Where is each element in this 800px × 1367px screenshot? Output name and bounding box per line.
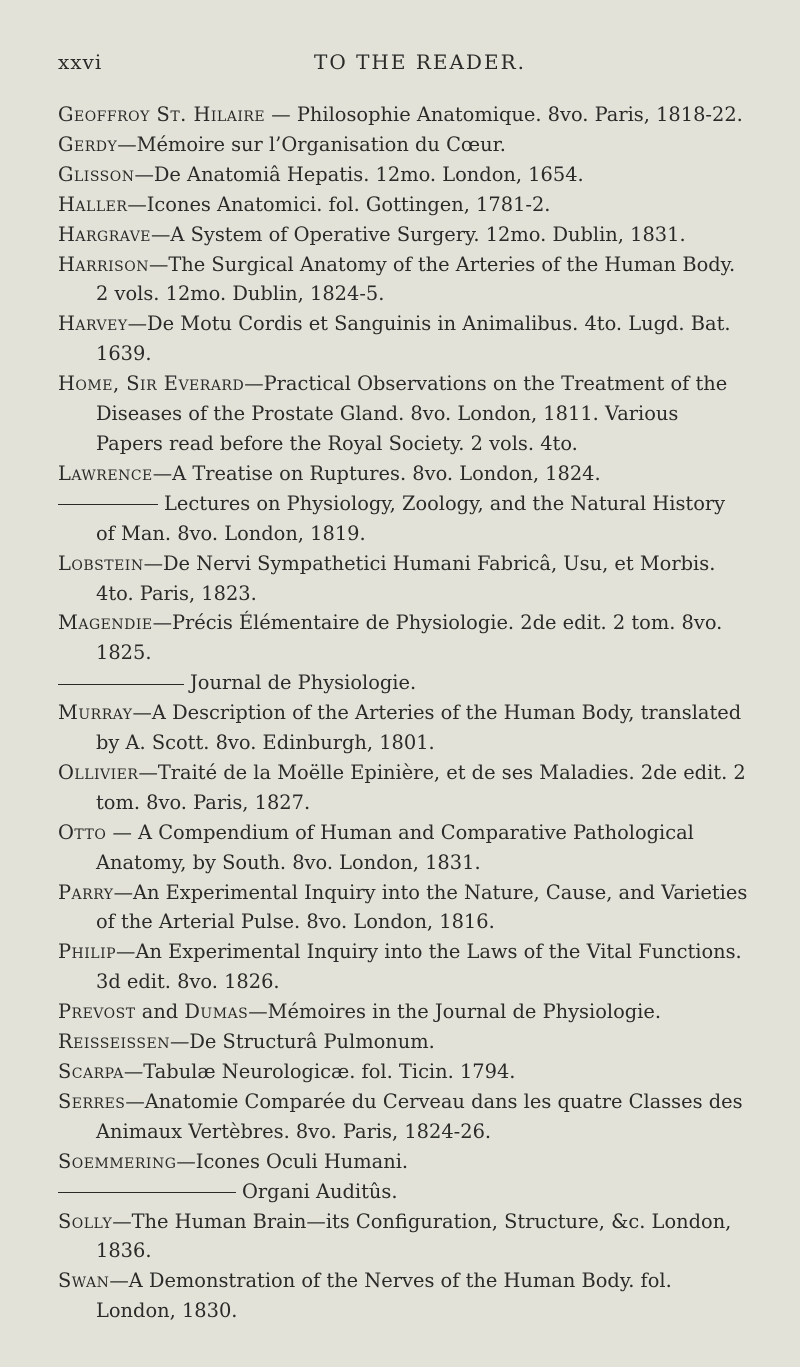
entry-text: — Philosophie Anatomique. 8vo. Paris, 1818-22.: [265, 103, 743, 126]
list-item: [58, 1057, 748, 1087]
entry-author: Reisseissen: [58, 1030, 170, 1054]
list-item: [58, 309, 748, 369]
entry-text: —A Description of the Arteries of the Human Body, translated by A. Scott. 8vo. Edinburgh, 1801.: [96, 701, 742, 755]
entry-text: —Icones Anatomici. fol. Gottingen, 1781-2.: [127, 192, 551, 216]
list-item: [58, 1266, 748, 1326]
entry-text: —Icones Oculi Humani.: [176, 1149, 409, 1173]
list-item: [58, 100, 748, 130]
entry-text: —De Structurâ Pulmonum.: [169, 1030, 435, 1054]
entry-text: and: [135, 1000, 185, 1024]
entry-author: Harvey: [58, 312, 128, 336]
entry-author: Haller: [58, 192, 128, 216]
entry-text: Organi Auditûs.: [242, 1179, 398, 1203]
entry-author: Prevost: [58, 1000, 136, 1024]
entry-author: Harrison: [58, 252, 149, 276]
entry-text: Lectures on Physiology, Zoology, and the Natural History of Man. 8vo. London, 1819.: [96, 491, 726, 545]
bibliography-list: [58, 100, 748, 1326]
list-item: [58, 818, 748, 878]
list-item: [58, 250, 748, 310]
entry-text: —Mémoires in the Journal de Physiologie.: [248, 1000, 662, 1024]
entry-text: —De Nervi Sympathetici Humani Fabricâ, Usu, et Morbis. 4to. Paris, 1823.: [96, 551, 716, 605]
list-item: [58, 190, 748, 220]
entry-author: Magendie: [58, 611, 153, 635]
list-item: [58, 668, 748, 698]
entry-text: —Mémoire sur l’Organisation du Cœur.: [117, 132, 506, 156]
entry-author: Ollivier: [58, 760, 139, 784]
list-item: [58, 1087, 748, 1147]
list-item: [58, 758, 748, 818]
entry-text: —Anatomie Comparée du Cerveau dans les quatre Classes des Animaux Vertèbres. 8vo. Paris, 1824-26.: [96, 1089, 743, 1143]
list-item: [58, 160, 748, 190]
list-item: [58, 608, 748, 668]
ditto-rule: [58, 504, 158, 505]
entry-author: Lobstein: [58, 551, 144, 575]
entry-text: —De Motu Cordis et Sanguinis in Animalibus. 4to. Lugd. Bat. 1639.: [96, 312, 731, 366]
list-item: [58, 459, 748, 489]
list-item: [58, 1027, 748, 1057]
list-item: [58, 130, 748, 160]
list-item: [58, 937, 748, 997]
entry-text: —Tabulæ Neurologicæ. fol. Ticin. 1794.: [123, 1060, 516, 1083]
list-item: [58, 220, 748, 250]
entry-text: —Précis Élémentaire de Physiologie. 2de edit. 2 tom. 8vo. 1825.: [96, 611, 723, 665]
running-header: [58, 50, 760, 80]
entry-author: Hargrave: [58, 222, 152, 246]
entry-author: Gerdy: [58, 132, 118, 156]
page-number: xxvi: [58, 50, 103, 74]
list-item: [58, 549, 748, 609]
entry-author: Murray: [58, 701, 133, 725]
entry-author: Dumas: [184, 1000, 249, 1024]
list-item: [58, 698, 748, 758]
ditto-rule: [58, 1192, 236, 1193]
entry-text: —De Anatomiâ Hepatis. 12mo. London, 1654.: [134, 162, 584, 186]
list-item: [58, 369, 748, 459]
entry-author: Scarpa: [58, 1060, 124, 1083]
list-item: [58, 1177, 748, 1207]
entry-text: —An Experimental Inquiry into the Nature, Cause, and Varieties of the Arterial Pulse. 8vo. London, 1816.: [96, 880, 748, 934]
entry-author: Soemmering: [58, 1149, 177, 1173]
entry-author: Philip: [58, 940, 117, 964]
entry-author: Otto: [58, 820, 107, 844]
entry-text: —A Demonstration of the Nerves of the Human Body. fol. London, 1830.: [96, 1269, 672, 1323]
entry-text: —Practical Observations on the Treatment of the Diseases of the Prostate Gland. 8vo. London, 1811. Various Papers read before the Royal Society. 2 vols. 4to.: [96, 372, 728, 455]
entry-text: —A Treatise on Ruptures. 8vo. London, 1824.: [152, 461, 601, 485]
list-item: [58, 1147, 748, 1177]
entry-author: Glisson: [58, 162, 135, 186]
entry-author: Swan: [58, 1269, 110, 1293]
list-item: [58, 997, 748, 1027]
running-title: TO THE READER.: [314, 50, 526, 74]
entry-text: —An Experimental Inquiry into the Laws of the Vital Functions. 3d edit. 8vo. 1826.: [96, 940, 742, 994]
ditto-rule: [58, 684, 184, 685]
entry-author: Geoffroy St. Hilaire: [58, 103, 266, 126]
entry-text: —The Human Brain—its Configuration, Structure, &c. London, 1836.: [96, 1209, 732, 1263]
list-item: [58, 1207, 748, 1267]
entry-author: Serres: [58, 1089, 126, 1113]
entry-text: — A Compendium of Human and Comparative Pathological Anatomy, by South. 8vo. London, 1831.: [96, 820, 694, 874]
list-item: [58, 878, 748, 938]
entry-text: —A System of Operative Surgery. 12mo. Dublin, 1831.: [151, 222, 686, 246]
entry-author: Home, Sir Everard: [58, 372, 245, 396]
entry-text: Journal de Physiologie.: [190, 671, 417, 695]
entry-author: Solly: [58, 1209, 113, 1233]
entry-author: Parry: [58, 880, 114, 904]
list-item: [58, 489, 748, 549]
entry-author: Lawrence: [58, 461, 153, 485]
entry-text: —The Surgical Anatomy of the Arteries of the Human Body. 2 vols. 12mo. Dublin, 1824-5.: [96, 252, 736, 306]
entry-text: —Traité de la Moëlle Epinière, et de ses Maladies. 2de edit. 2 tom. 8vo. Paris, 1827.: [96, 760, 746, 814]
